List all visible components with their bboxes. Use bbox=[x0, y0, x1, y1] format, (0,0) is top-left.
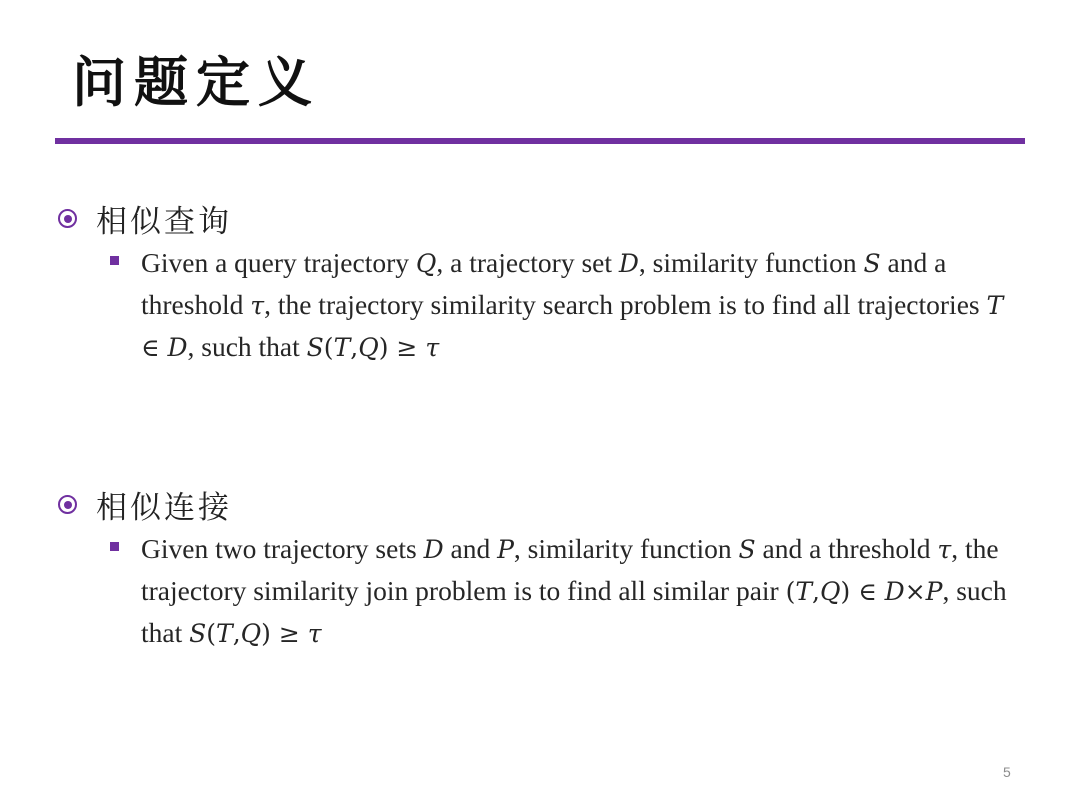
section-heading-text: 相似查询 bbox=[96, 204, 232, 240]
sub-bullet-similarity-join bbox=[110, 528, 1025, 654]
sub-bullet-similarity-query bbox=[110, 242, 1025, 368]
section-heading-similarity-query bbox=[58, 196, 232, 241]
page-number: 5 bbox=[1003, 764, 1011, 780]
target-bullet-icon bbox=[58, 495, 77, 514]
section-heading-text: 相似连接 bbox=[96, 490, 232, 526]
target-bullet-icon bbox=[58, 209, 77, 228]
definition-paragraph: Given a query trajectory Q, a trajectory set D, similarity function S and a threshold τ, the trajectory similarity search problem is to find all trajectories T ∈ D, such that S(T,Q) ≥ τ bbox=[141, 247, 1004, 362]
square-bullet-icon bbox=[110, 542, 119, 551]
title-divider bbox=[55, 138, 1025, 144]
definition-paragraph: Given two trajectory sets D and P, similarity function S and a threshold τ, the trajectory similarity join problem is to find all similar pair (T,Q) ∈ D×P, such that S(T,Q) ≥ τ bbox=[141, 533, 1007, 648]
title-divider-bar bbox=[55, 138, 1025, 144]
square-bullet-icon bbox=[110, 256, 119, 265]
slide-title: 问题定义 bbox=[72, 50, 320, 114]
section-heading-similarity-join bbox=[58, 482, 232, 527]
